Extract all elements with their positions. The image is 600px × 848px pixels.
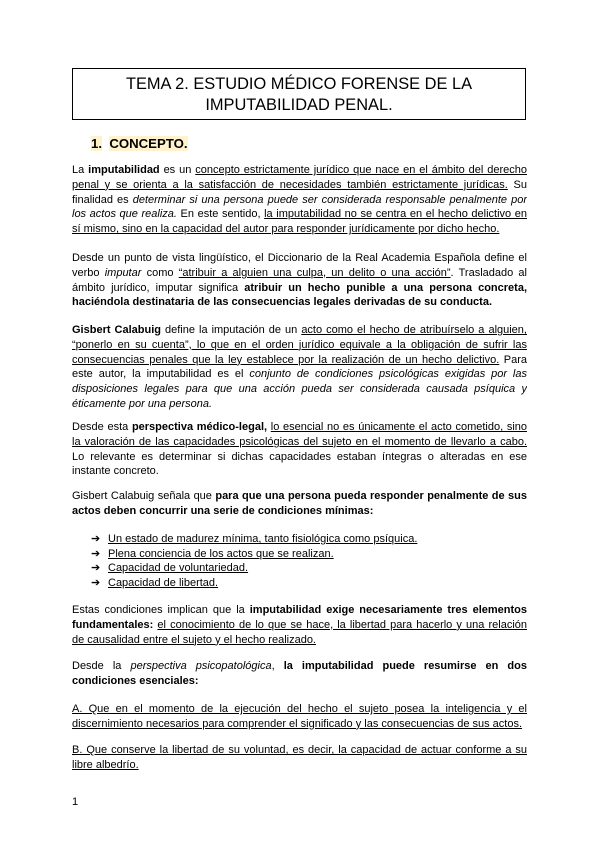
section-label: CONCEPTO.: [109, 136, 188, 151]
title-line-1: TEMA 2. ESTUDIO MÉDICO FORENSE DE LA: [125, 75, 473, 93]
italic-text: éticamente por una persona.: [72, 397, 213, 410]
paragraph-psychopathological: [72, 659, 527, 689]
text-line: Desde un punto de vista lingüístico, el Diccionario de la Real Academia Española define el: [72, 252, 527, 264]
underlined-text: la valoración de las capacidades psicológicas del sujeto en el momento de llevarlo a cabo.: [72, 435, 527, 448]
condition-b: [72, 743, 527, 773]
bold-text: condiciones esenciales:: [72, 674, 199, 687]
underlined-text: la imputabilidad no se centra en el hecho delictivo en: [264, 208, 527, 221]
text: verbo: [72, 266, 105, 279]
underlined-text: B. Que conserve la libertad de su voluntad, es decir, la capacidad de actuar conforme a su: [72, 744, 527, 756]
text: La: [72, 164, 89, 176]
text: finalidad es: [72, 193, 133, 206]
underlined-text: penal y se orienta a la satisfacción de necesidades también estrictamente jurídicas.: [72, 178, 508, 191]
bold-text: haciéndola destinataria de las consecuencias legales derivadas de su conducta.: [72, 296, 493, 309]
arrow-icon: ➔: [91, 547, 101, 560]
text: ,: [271, 660, 284, 672]
text: es un: [159, 164, 196, 176]
text: Para: [499, 353, 527, 366]
text: este autor, la imputabilidad es el: [72, 368, 250, 381]
text-line: instante concreto.: [72, 465, 159, 478]
bold-text: fundamentales:: [72, 618, 154, 631]
section-heading: [91, 136, 188, 151]
bold-text: Gisbert Calabuig: [72, 324, 161, 336]
underlined-text: de causalidad entre el sujeto y el hecho realizado.: [72, 633, 316, 646]
paragraph-three-elements: [72, 603, 527, 647]
text: Estas condiciones implican que la: [72, 604, 250, 616]
arrow-icon: ➔: [91, 576, 101, 589]
list-item: [91, 576, 417, 591]
italic-text: perspectiva psicopatológica: [130, 660, 272, 672]
text: . Trasladado al: [450, 266, 527, 279]
bold-text: la imputabilidad puede resumirse en dos: [283, 660, 527, 672]
bold-text: atribuir un hecho punible a una persona concreta,: [244, 281, 527, 294]
italic-text: los actos que realiza.: [72, 208, 177, 221]
italic-text: imputar: [104, 266, 142, 279]
underlined-text: “atribuir a alguien una culpa, un delito o una acción”: [178, 266, 451, 279]
italic-text: conjunto de condiciones psicológicas exigidas por las: [249, 368, 527, 381]
paragraph-definition: [72, 163, 527, 237]
underlined-text: concepto estrictamente jurídico que nace en el ámbito del derecho: [195, 164, 527, 176]
underlined-text: consecuencias penales que la ley establece por la realización de un hecho delictivo.: [72, 353, 500, 366]
italic-text: determinar si una persona puede ser considerada responsable penalmente por: [132, 193, 527, 206]
underlined-text: el conocimiento de lo que se hace, la libertad para hacerlo y una relación: [157, 618, 527, 631]
paragraph-medico-legal: [72, 420, 527, 479]
page-title: [72, 68, 526, 120]
underlined-text: acto como el hecho de atribuírselo a alguien,: [301, 324, 527, 336]
text: Desde la: [72, 660, 131, 672]
bold-text: actos deben concurrir una serie de condiciones mínimas:: [72, 504, 374, 517]
text: Gisbert Calabuig señala que: [72, 490, 216, 502]
conditions-list: [91, 532, 417, 590]
section-number: 1.: [91, 136, 102, 151]
text: Su: [507, 178, 527, 191]
paragraph-linguistic: [72, 251, 527, 310]
underlined-text: lo esencial no es únicamente el acto cometido, sino: [270, 421, 527, 433]
bold-text: imputabilidad: [88, 164, 160, 176]
condition-a: [72, 702, 527, 732]
page-number: 1: [72, 796, 79, 808]
list-item-text: Capacidad de voluntariedad.: [108, 562, 249, 575]
text: ámbito jurídico, imputar significa: [72, 281, 245, 294]
list-item-text: Capacidad de libertad.: [108, 576, 219, 589]
text: Desde esta: [72, 421, 132, 433]
underlined-text: discernimiento necesarios para comprender el significado y las consecuencias de sus actos.: [72, 717, 523, 730]
paragraph-conditions-intro: [72, 489, 527, 519]
text-line: Lo relevante es determinar si dichas capacidades estaban íntegras o alteradas en ese: [72, 450, 527, 463]
underlined-text: A. Que en el momento de la ejecución del hecho el sujeto posea la inteligencia y el: [72, 703, 527, 715]
list-item-text: Plena conciencia de los actos que se realizan.: [108, 547, 334, 560]
text: como: [141, 266, 179, 279]
list-item: [91, 532, 417, 547]
title-line-2: IMPUTABILIDAD PENAL.: [205, 96, 393, 114]
bold-text: para que una persona pueda responder penalmente de sus: [215, 490, 527, 502]
list-item-text: Un estado de madurez mínima, tanto fisiológica como psíquica.: [108, 533, 418, 545]
bold-text: imputabilidad exige necesariamente tres elementos: [249, 604, 527, 616]
text: En este sentido,: [176, 208, 265, 221]
paragraph-gisbert: [72, 323, 527, 412]
bold-text: perspectiva médico-legal,: [131, 421, 268, 433]
underlined-text: libre albedrío.: [72, 758, 139, 771]
list-item: [91, 547, 417, 562]
list-item: [91, 561, 417, 576]
italic-text: disposiciones legales para que una acción pueda ser considerada causada psíquica y: [72, 383, 527, 396]
underlined-text: “ponerlo en su cuenta”, lo que en el orden jurídico equivale a la obligación de sufrir las: [72, 338, 527, 351]
arrow-icon: ➔: [91, 533, 101, 545]
text: define la imputación de un: [160, 324, 302, 336]
underlined-text: sí mismo, sino en la capacidad del autor para responder jurídicamente por dicho hecho.: [72, 223, 500, 236]
arrow-icon: ➔: [91, 562, 101, 575]
